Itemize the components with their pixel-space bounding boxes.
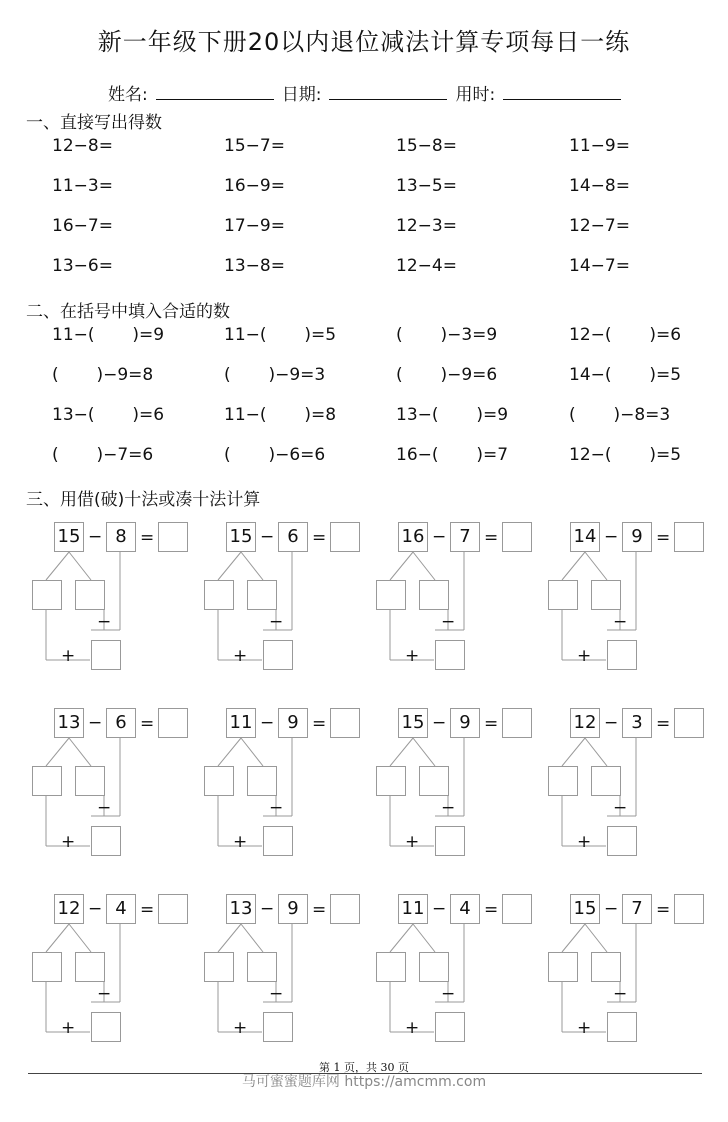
direct-calc-item: 11−3= xyxy=(52,176,113,196)
equals-sign: = xyxy=(312,714,327,734)
split-right-box[interactable] xyxy=(75,766,105,796)
result-box[interactable] xyxy=(91,640,121,670)
direct-calc-item: 14−7= xyxy=(569,256,630,276)
minuend-box: 15 xyxy=(570,894,600,924)
minus-sign: − xyxy=(432,899,447,919)
answer-box[interactable] xyxy=(502,894,532,924)
fill-bracket-row xyxy=(52,325,728,349)
minuend-box: 15 xyxy=(398,708,428,738)
direct-calc-row xyxy=(52,176,728,200)
equals-sign: = xyxy=(312,528,327,548)
plus-sign: + xyxy=(577,1018,592,1038)
minuend-box: 12 xyxy=(570,708,600,738)
minus-sign: − xyxy=(260,713,275,733)
time-label: 用时: xyxy=(455,85,496,105)
plus-sign: + xyxy=(233,646,248,666)
minuend-box: 15 xyxy=(226,522,256,552)
result-box[interactable] xyxy=(263,640,293,670)
direct-calc-item: 12−4= xyxy=(396,256,457,276)
subtrahend-box: 8 xyxy=(106,522,136,552)
subtrahend-box: 3 xyxy=(622,708,652,738)
fill-bracket-item: ( )−9=3 xyxy=(224,365,326,385)
result-box[interactable] xyxy=(607,640,637,670)
minuend-box: 16 xyxy=(398,522,428,552)
name-blank[interactable] xyxy=(156,81,274,100)
split-left-box[interactable] xyxy=(204,952,234,982)
section1-heading: 一、直接写出得数 xyxy=(26,113,162,133)
split-left-box[interactable] xyxy=(204,766,234,796)
split-left-box[interactable] xyxy=(376,952,406,982)
decomposition-problem xyxy=(548,522,723,682)
minuend-box: 15 xyxy=(54,522,84,552)
subtrahend-box: 6 xyxy=(106,708,136,738)
split-right-box[interactable] xyxy=(419,766,449,796)
equals-sign: = xyxy=(140,900,155,920)
minus-sign: − xyxy=(88,713,103,733)
subtrahend-box: 9 xyxy=(450,708,480,738)
answer-box[interactable] xyxy=(502,708,532,738)
answer-box[interactable] xyxy=(674,522,704,552)
fill-bracket-item: 12−( )=5 xyxy=(569,445,682,465)
direct-calc-item: 17−9= xyxy=(224,216,285,236)
split-left-box[interactable] xyxy=(32,952,62,982)
minuend-box: 11 xyxy=(226,708,256,738)
minus-sign: − xyxy=(604,713,619,733)
equals-sign: = xyxy=(656,714,671,734)
split-right-box[interactable] xyxy=(75,580,105,610)
plus-sign: + xyxy=(61,646,76,666)
step-minus-sign: − xyxy=(441,612,456,632)
fill-bracket-row xyxy=(52,445,728,469)
split-right-box[interactable] xyxy=(591,952,621,982)
answer-box[interactable] xyxy=(158,522,188,552)
direct-calc-item: 15−8= xyxy=(396,136,457,156)
subtrahend-box: 9 xyxy=(278,894,308,924)
decomposition-problem xyxy=(32,522,207,682)
result-box[interactable] xyxy=(91,826,121,856)
answer-box[interactable] xyxy=(674,894,704,924)
direct-calc-item: 14−8= xyxy=(569,176,630,196)
split-left-box[interactable] xyxy=(548,580,578,610)
fill-bracket-item: 13−( )=6 xyxy=(52,405,165,425)
step-minus-sign: − xyxy=(97,984,112,1004)
plus-sign: + xyxy=(405,1018,420,1038)
plus-sign: + xyxy=(233,832,248,852)
name-label: 姓名: xyxy=(108,85,148,105)
page-title: 新一年级下册20以内退位减法计算专项每日一练 xyxy=(97,28,631,56)
fill-bracket-row xyxy=(52,365,728,389)
subtrahend-box: 7 xyxy=(622,894,652,924)
direct-calc-item: 16−9= xyxy=(224,176,285,196)
answer-box[interactable] xyxy=(158,708,188,738)
direct-calc-item: 15−7= xyxy=(224,136,285,156)
subtrahend-box: 7 xyxy=(450,522,480,552)
result-box[interactable] xyxy=(435,640,465,670)
direct-calc-row xyxy=(52,136,728,160)
fill-bracket-item: ( )−7=6 xyxy=(52,445,154,465)
equals-sign: = xyxy=(656,528,671,548)
step-minus-sign: − xyxy=(97,612,112,632)
fill-bracket-item: 12−( )=6 xyxy=(569,325,682,345)
split-right-box[interactable] xyxy=(247,580,277,610)
fill-bracket-item: ( )−3=9 xyxy=(396,325,498,345)
date-label: 日期: xyxy=(281,85,322,105)
minuend-box: 14 xyxy=(570,522,600,552)
fill-bracket-item: 11−( )=8 xyxy=(224,405,337,425)
plus-sign: + xyxy=(61,832,76,852)
minuend-box: 13 xyxy=(226,894,256,924)
decomposition-problem xyxy=(32,708,207,868)
subtrahend-box: 4 xyxy=(106,894,136,924)
direct-calc-item: 13−8= xyxy=(224,256,285,276)
subtrahend-box: 9 xyxy=(278,708,308,738)
fill-bracket-item: ( )−6=6 xyxy=(224,445,326,465)
split-left-box[interactable] xyxy=(204,580,234,610)
equals-sign: = xyxy=(484,714,499,734)
equals-sign: = xyxy=(484,900,499,920)
fill-bracket-row xyxy=(52,405,728,429)
equals-sign: = xyxy=(140,528,155,548)
result-box[interactable] xyxy=(91,1012,121,1042)
direct-calc-item: 12−7= xyxy=(569,216,630,236)
direct-calc-item: 16−7= xyxy=(52,216,113,236)
direct-calc-item: 13−5= xyxy=(396,176,457,196)
minuend-box: 13 xyxy=(54,708,84,738)
date-blank[interactable] xyxy=(329,81,447,100)
minus-sign: − xyxy=(88,899,103,919)
split-left-box[interactable] xyxy=(548,952,578,982)
split-left-box[interactable] xyxy=(376,766,406,796)
minus-sign: − xyxy=(604,899,619,919)
minus-sign: − xyxy=(432,527,447,547)
decomposition-problem xyxy=(204,894,379,1054)
fill-bracket-item: 13−( )=9 xyxy=(396,405,509,425)
step-minus-sign: − xyxy=(613,984,628,1004)
split-left-box[interactable] xyxy=(548,766,578,796)
decomposition-problem xyxy=(548,894,723,1054)
answer-box[interactable] xyxy=(330,708,360,738)
plus-sign: + xyxy=(405,646,420,666)
subtrahend-box: 9 xyxy=(622,522,652,552)
step-minus-sign: − xyxy=(613,798,628,818)
minus-sign: − xyxy=(432,713,447,733)
minuend-box: 12 xyxy=(54,894,84,924)
direct-calc-item: 13−6= xyxy=(52,256,113,276)
plus-sign: + xyxy=(405,832,420,852)
section2-heading: 二、在括号中填入合适的数 xyxy=(26,302,230,322)
direct-calc-item: 12−8= xyxy=(52,136,113,156)
fill-bracket-item: 14−( )=5 xyxy=(569,365,682,385)
direct-calc-item: 12−3= xyxy=(396,216,457,236)
minus-sign: − xyxy=(88,527,103,547)
time-blank[interactable] xyxy=(503,81,621,100)
answer-box[interactable] xyxy=(674,708,704,738)
student-info xyxy=(108,80,621,105)
split-left-box[interactable] xyxy=(32,766,62,796)
step-minus-sign: − xyxy=(613,612,628,632)
answer-box[interactable] xyxy=(502,522,532,552)
split-right-box[interactable] xyxy=(247,952,277,982)
plus-sign: + xyxy=(233,1018,248,1038)
decomposition-problem xyxy=(376,708,551,868)
result-box[interactable] xyxy=(435,1012,465,1042)
decomposition-problem xyxy=(32,894,207,1054)
minus-sign: − xyxy=(260,899,275,919)
split-right-box[interactable] xyxy=(591,580,621,610)
subtrahend-box: 6 xyxy=(278,522,308,552)
split-right-box[interactable] xyxy=(75,952,105,982)
minus-sign: − xyxy=(260,527,275,547)
fill-bracket-item: 11−( )=9 xyxy=(52,325,165,345)
answer-box[interactable] xyxy=(330,522,360,552)
split-left-box[interactable] xyxy=(376,580,406,610)
fill-bracket-item: ( )−9=6 xyxy=(396,365,498,385)
decomposition-problem xyxy=(204,522,379,682)
direct-calc-row xyxy=(52,216,728,240)
decomposition-problem xyxy=(376,894,551,1054)
fill-bracket-item: ( )−9=8 xyxy=(52,365,154,385)
direct-calc-row xyxy=(52,256,728,280)
answer-box[interactable] xyxy=(158,894,188,924)
decomposition-problem xyxy=(204,708,379,868)
plus-sign: + xyxy=(577,832,592,852)
equals-sign: = xyxy=(312,900,327,920)
step-minus-sign: − xyxy=(269,798,284,818)
minuend-box: 11 xyxy=(398,894,428,924)
split-right-box[interactable] xyxy=(247,766,277,796)
plus-sign: + xyxy=(61,1018,76,1038)
result-box[interactable] xyxy=(435,826,465,856)
decomposition-problem xyxy=(548,708,723,868)
result-box[interactable] xyxy=(263,1012,293,1042)
plus-sign: + xyxy=(577,646,592,666)
step-minus-sign: − xyxy=(97,798,112,818)
step-minus-sign: − xyxy=(441,984,456,1004)
result-box[interactable] xyxy=(263,826,293,856)
split-left-box[interactable] xyxy=(32,580,62,610)
result-box[interactable] xyxy=(607,1012,637,1042)
decomposition-problem xyxy=(376,522,551,682)
direct-calc-item: 11−9= xyxy=(569,136,630,156)
equals-sign: = xyxy=(484,528,499,548)
fill-bracket-item: 16−( )=7 xyxy=(396,445,509,465)
result-box[interactable] xyxy=(607,826,637,856)
answer-box[interactable] xyxy=(330,894,360,924)
section3-heading: 三、用借(破)十法或凑十法计算 xyxy=(26,490,261,510)
step-minus-sign: − xyxy=(441,798,456,818)
step-minus-sign: − xyxy=(269,612,284,632)
watermark: 马可蜜蜜题库网 https://amcmm.com xyxy=(241,1074,487,1090)
split-right-box[interactable] xyxy=(419,580,449,610)
minus-sign: − xyxy=(604,527,619,547)
subtrahend-box: 4 xyxy=(450,894,480,924)
equals-sign: = xyxy=(140,714,155,734)
page-number: 第 1 页，共 30 页 xyxy=(319,1061,409,1074)
split-right-box[interactable] xyxy=(591,766,621,796)
split-right-box[interactable] xyxy=(419,952,449,982)
step-minus-sign: − xyxy=(269,984,284,1004)
equals-sign: = xyxy=(656,900,671,920)
fill-bracket-item: 11−( )=5 xyxy=(224,325,337,345)
fill-bracket-item: ( )−8=3 xyxy=(569,405,671,425)
